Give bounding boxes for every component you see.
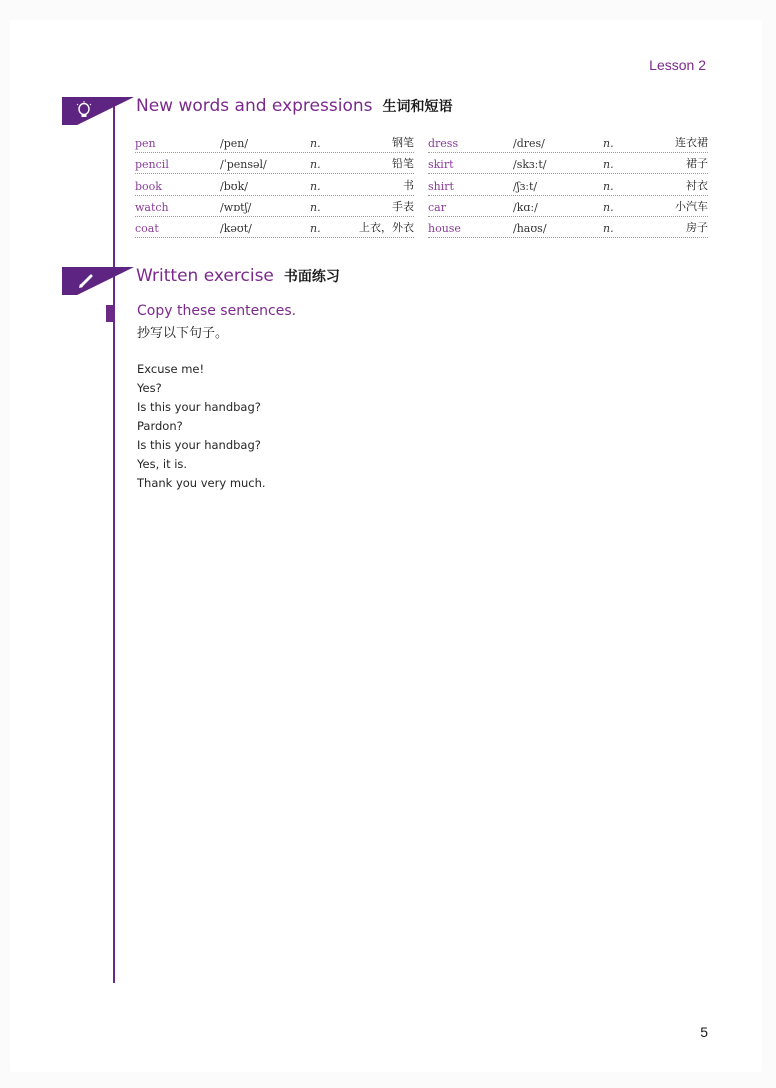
vocab-row: [428, 132, 708, 153]
vocab-pos: n.: [310, 221, 321, 235]
sentence: Yes, it is.: [137, 457, 188, 471]
sentence: Is this your handbag?: [137, 400, 261, 414]
section-title-new-words: [136, 96, 452, 116]
vocab-row: [135, 217, 414, 238]
page-number: 5: [700, 1024, 708, 1040]
sentence: Thank you very much.: [137, 476, 266, 490]
vocab-pos: n.: [310, 137, 321, 151]
vocab-phonetic: /kəʊt/: [220, 221, 252, 235]
vocab-pos: n.: [603, 179, 614, 193]
vocab-phonetic: /pen/: [220, 137, 249, 151]
instruction-en: Copy these sentences.: [137, 303, 297, 319]
vocab-row: [428, 153, 708, 174]
vocab-translation: 裙子: [686, 157, 708, 171]
instruction-marker: [106, 305, 113, 322]
vocab-translation: 房子: [686, 220, 708, 234]
vocab-translation: 钢笔: [392, 136, 414, 150]
vocab-phonetic: /kɑː/: [513, 200, 538, 214]
vocab-word: shirt: [428, 179, 454, 193]
vocab-row: [428, 174, 708, 195]
vocab-word: house: [428, 221, 461, 235]
vocab-word: watch: [135, 200, 169, 214]
vocab-row: [135, 153, 414, 174]
margin-rule: [113, 105, 115, 983]
vocab-pos: n.: [310, 158, 321, 172]
section-title-en: New words and expressions: [136, 96, 373, 116]
vocab-pos: n.: [310, 179, 321, 193]
instruction-zh: 抄写以下句子。: [137, 326, 229, 341]
sentence-list: [137, 360, 266, 493]
vocab-pos: n.: [603, 158, 614, 172]
vocab-pos: n.: [603, 137, 614, 151]
vocab-pos: n.: [603, 200, 614, 214]
vocab-translation: 连衣裙: [675, 136, 708, 150]
lesson-label: Lesson 2: [649, 57, 706, 73]
section-title-en: Written exercise: [136, 266, 274, 286]
vocab-translation: 铅笔: [392, 157, 414, 171]
vocab-word: dress: [428, 137, 459, 151]
vocab-pos: n.: [603, 221, 614, 235]
vocab-translation: 手表: [392, 199, 414, 213]
sentence: Pardon?: [137, 419, 183, 433]
vocab-word: pencil: [135, 158, 169, 172]
sentence: Yes?: [137, 381, 162, 395]
vocab-row: [135, 132, 414, 153]
vocab-phonetic: /ˈpensəl/: [220, 158, 267, 172]
vocab-word: skirt: [428, 158, 454, 172]
vocab-phonetic: /ʃɜːt/: [513, 179, 538, 193]
vocab-phonetic: /wɒtʃ/: [220, 200, 252, 214]
vocab-list-right: [428, 132, 708, 238]
vocab-row: [428, 196, 708, 217]
vocab-phonetic: /bʊk/: [220, 179, 248, 193]
vocab-row: [428, 217, 708, 238]
section-title-zh: 书面练习: [283, 269, 340, 285]
vocab-translation: 小汽车: [675, 199, 708, 213]
vocab-list-left: [135, 132, 414, 238]
vocab-translation: 书: [403, 178, 414, 192]
vocab-word: coat: [135, 221, 159, 235]
vocab-translation: 衬衣: [686, 178, 708, 192]
section-title-zh: 生词和短语: [382, 99, 453, 115]
vocab-row: [135, 174, 414, 195]
vocab-word: book: [135, 179, 162, 193]
vocab-phonetic: /haʊs/: [513, 221, 547, 235]
vocab-row: [135, 196, 414, 217]
vocab-phonetic: /skɜːt/: [513, 158, 547, 172]
vocab-word: pen: [135, 137, 156, 151]
vocab-pos: n.: [310, 200, 321, 214]
vocab-phonetic: /dres/: [513, 137, 545, 151]
sentence: Is this your handbag?: [137, 438, 261, 452]
vocab-translation: 上衣，外衣: [359, 220, 414, 234]
sentence: Excuse me!: [137, 362, 205, 376]
section-title-written: [136, 266, 340, 286]
vocab-word: car: [428, 200, 446, 214]
